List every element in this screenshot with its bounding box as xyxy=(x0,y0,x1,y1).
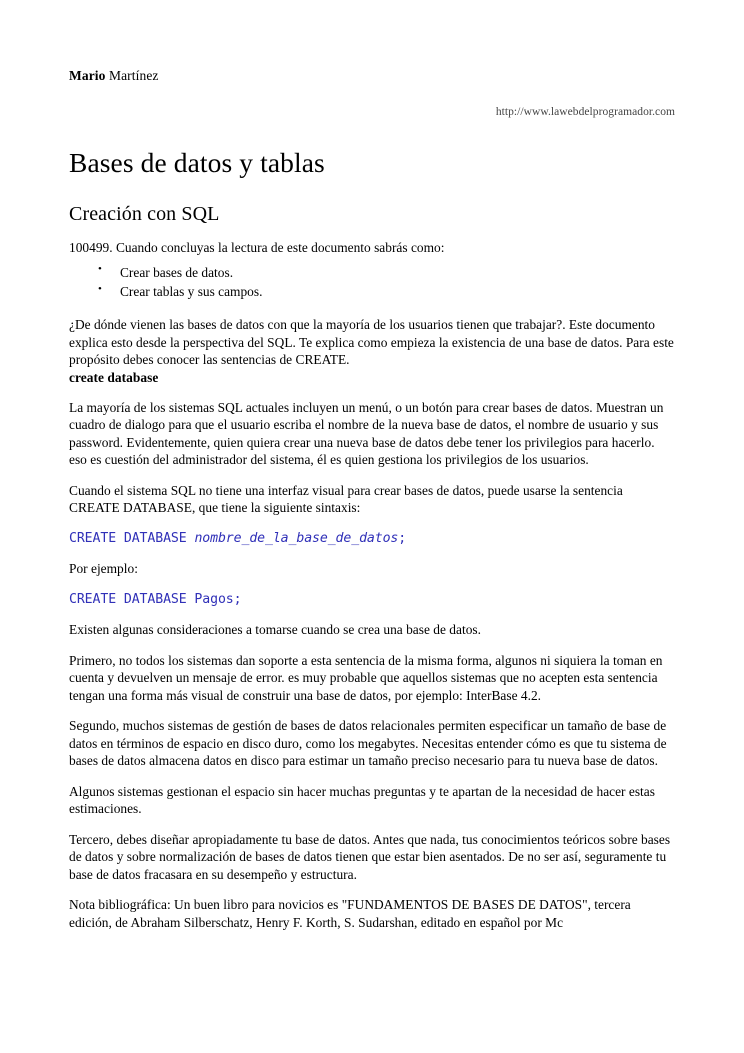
page-subtitle: Creación con SQL xyxy=(69,202,220,225)
author-first-name: Mario xyxy=(69,68,106,83)
section-paragraph-6: Algunos sistemas gestionan el espacio sin hacer muchas preguntas y te apartan de la necesidad de hacer estas estimaciones. xyxy=(69,783,655,817)
section-paragraph-1: La mayoría de los sistemas SQL actuales incluyen un menú, o un botón para crear bases de datos. Muestran un cuadro de dialogo para que el usuario escriba el nombre de la nueva base de datos, el nombre de usuario y sus password. Evidentemente, quien quiera crear una nueva base de datos debe tener los privilegios para hacerlo. eso es cuestión del administrador del sistema, él es quien gestiona los privilegios de los usuarios. xyxy=(69,399,664,468)
author-last-name: Martínez xyxy=(105,68,159,83)
code-block-example: CREATE DATABASE Pagos; xyxy=(69,591,242,607)
section-paragraph-8-bibliographic-note: Nota bibliográfica: Un buen libro para novicios es "FUNDAMENTOS DE BASES DE DATOS", tercera edición, de Abraham Silberschatz, Henry F. Korth, S. Sudarshan, editado en español por Mc xyxy=(69,897,631,930)
section-paragraph-2: Cuando el sistema SQL no tiene una interfaz visual para crear bases de datos, puede usarse la sentencia CREATE DATABASE, que tiene la siguiente sintaxis: xyxy=(69,482,623,516)
intro-paragraph: ¿De dónde vienen las bases de datos con que la mayoría de los usuarios tienen que trabajar?. Este documento explica esto desde la perspectiva del SQL. Te explica como empieza la existencia de una base de datos. Para este propósito debes conocer las sentencias de CREATE. xyxy=(69,317,674,368)
section-paragraph-4: Primero, no todos los sistemas dan soporte a esta sentencia de la misma forma, algunos ni siquiera la toman en cuenta y devuelven un mensaje de error. es muy probable que aquellos sistemas que no acepten esta sentencia tengan una forma más visual de construir una base de datos, por ejemplo: InterBase 4.2. xyxy=(69,652,663,703)
page-title: Bases de datos y tablas xyxy=(69,146,325,178)
example-label: Por ejemplo: xyxy=(69,561,138,577)
code-terminator: ; xyxy=(398,530,407,546)
section-paragraph-3: Existen algunas consideraciones a tomarse cuando se crea una base de datos. xyxy=(69,622,481,638)
running-header-url: http://www.lawebdelprogramador.com xyxy=(495,105,675,118)
section-paragraph-5: Segundo, muchos sistemas de gestión de bases de datos relacionales permiten especificar un tamaño de base de datos en términos de espacio en disco duro, como los megabytes. Necesitas entender cómo es que tu sistema de bases de datos almacena datos en disco para estimar un tamaño preciso necesario para tu nueva base de datos. xyxy=(69,718,667,769)
running-header-author xyxy=(69,68,675,85)
list-item: • Crear bases de datos. xyxy=(98,263,675,282)
page-content xyxy=(69,0,675,931)
section-heading-create-database: create database xyxy=(69,369,159,385)
code-placeholder: nombre_de_la_base_de_datos xyxy=(194,530,399,546)
code-keyword: CREATE DATABASE xyxy=(69,530,195,546)
code-block-syntax xyxy=(69,531,675,548)
list-item: • Crear tablas y sus campos. xyxy=(98,282,675,301)
objectives-list xyxy=(69,263,675,301)
objectives-intro: 100499. Cuando concluyas la lectura de este documento sabrás como: xyxy=(69,239,445,255)
section-paragraph-7: Tercero, debes diseñar apropiadamente tu base de datos. Antes que nada, tus conocimientos teóricos sobre bases de datos y sobre normalización de bases de datos tienen que estar bien asentados. De no ser así, seguramente tu base de datos fracasara en su desempeño y estructura. xyxy=(69,831,671,882)
